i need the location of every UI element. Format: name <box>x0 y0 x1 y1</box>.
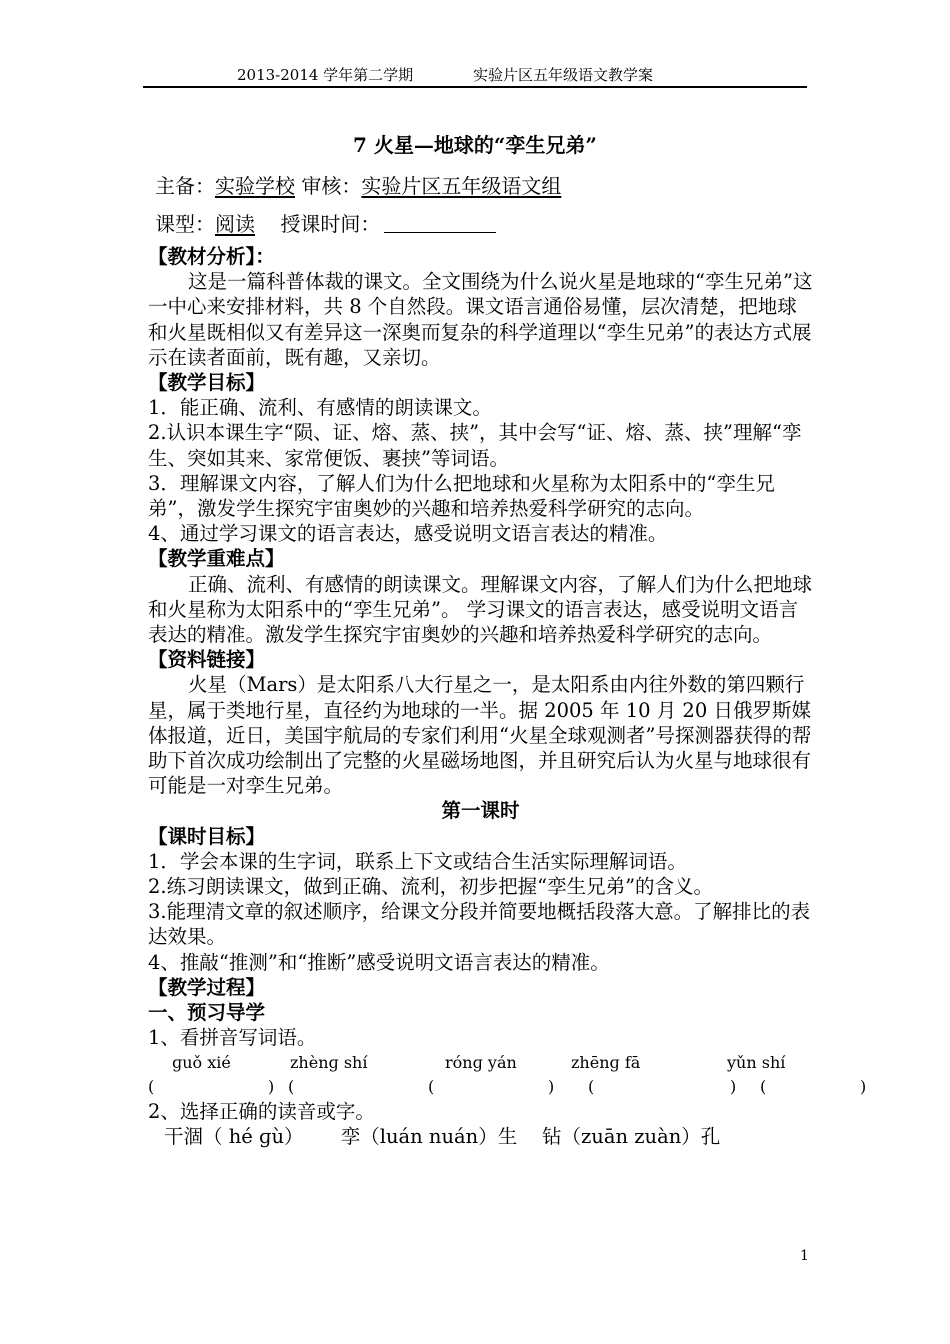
page-number: 1 <box>800 1248 809 1264</box>
pinyin-item: zhēnɡ fā <box>571 1052 641 1072</box>
pinyin-item: rónɡ yán <box>445 1052 517 1072</box>
resources-heading: 【资料链接】 <box>148 648 266 672</box>
lesson-goal-item: 1．学会本课的生字词，联系上下文或结合生活实际理解词语。 <box>148 849 687 873</box>
key-points-heading: 【教学重难点】 <box>148 547 285 571</box>
process-heading: 【教学过程】 <box>148 975 266 999</box>
key-points-text: 正确、流利、有感情的朗读课文。理解课文内容，了解人们为什么把地球和火星称为太阳系中的“孪生兄弟”。 学习课文的语言表达，感受说明文语言表达的精准。激发学生探究宇宙奥妙的兴趣和培养热爱科学研究的志向。 <box>148 572 813 647</box>
document-body <box>148 244 867 1149</box>
answer-blanks-row[interactable]: ( ) ( ( ) ( ) ( ) <box>148 1076 867 1096</box>
preview-heading: 一、预习导学 <box>148 1001 266 1025</box>
lesson-goal-item: 2.练习朗读课文，做到正确、流利，初步把握“孪生兄弟”的含义。 <box>148 875 714 899</box>
analysis-text: 这是一篇科普体裁的课文。全文围绕为什么说火星是地球的“孪生兄弟”这一中心来安排材料，共 8 个自然段。课文语言通俗易懂，层次清楚，把地球和火星既相似又有差异这一深奥而复杂的科学道理以“孪生兄弟”的表达方式展示在读者面前，既有趣，又亲切。 <box>148 270 813 369</box>
analysis-heading: 【教材分析】： <box>148 245 275 268</box>
choice-item[interactable]: 孪（luán nuán）生 <box>340 1124 518 1148</box>
lesson1-heading: 第一课时 <box>441 799 520 823</box>
pinyin-item: yǔn shí <box>727 1052 786 1072</box>
goal-item: 3．理解课文内容，了解人们为什么把地球和火星称为太阳系中的“孪生兄弟”，激发学生探究宇宙奥妙的兴趣和培养热爱科学研究的志向。 <box>148 471 775 521</box>
choice-item[interactable]: 干涸（ hé ɡù） <box>164 1124 304 1148</box>
type-label: 课型： <box>155 212 215 236</box>
header-term: 2013-2014 学年第二学期 <box>237 66 414 84</box>
goal-item: 2.认识本课生字“陨、证、熔、蒸、挟”，其中会写“证、熔、蒸、挟”理解“孪生、突如其来、家常便饭、裹挟”等词语。 <box>148 421 802 470</box>
lesson-goal-item: 4、推敲“推测”和“推断”感受说明文语言表达的精准。 <box>148 950 610 974</box>
pinyin-item: ɡuǒ xié <box>172 1052 231 1072</box>
lesson-goals-heading: 【课时目标】 <box>148 824 266 848</box>
reviewer-label: 审核： <box>301 174 362 198</box>
time-label: 授课时间： <box>280 212 381 236</box>
goal-item: 1．能正确、流利、有感情的朗读课文。 <box>148 396 492 420</box>
choice-item[interactable]: 钻（zuān zuàn）孔 <box>542 1124 721 1148</box>
resources-text: 火星（Mars）是太阳系八大行星之一，是太阳系由内往外数的第四颗行星，属于类地行星，直径约为地球的一半。据 2005 年 10 月 20 日俄罗斯媒体报道，近日，美国宇航局的专家们利用“火星全球观测者”号探测器获得的帮助下首次成功绘制出了完整的火星磁场地图，并且研究后认为火星与地球很有可能是一对孪生兄弟。 <box>148 673 812 798</box>
page-header <box>143 64 807 88</box>
header-course: 实验片区五年级语文教学案 <box>473 66 654 84</box>
task2-instruction: 2、选择正确的读音或字。 <box>148 1099 375 1123</box>
pinyin-row <box>148 1051 813 1075</box>
goals-heading: 【教学目标】 <box>148 371 266 395</box>
authorship-line <box>155 171 561 201</box>
time-blank <box>384 210 496 233</box>
pronunciation-choices <box>148 1124 813 1149</box>
task1-instruction: 1、看拼音写词语。 <box>148 1026 317 1050</box>
pinyin-item: zhènɡ shí <box>290 1052 368 1072</box>
type-value: 阅读 <box>215 212 255 236</box>
goal-item: 4、通过学习课文的语言表达，感受说明文语言表达的精准。 <box>148 522 668 546</box>
lesson-goal-item: 3.能理清文章的叙述顺序，给课文分段并简要地概括段落大意。了解排比的表达效果。 <box>148 900 811 949</box>
preparer-label: 主备： <box>155 174 215 198</box>
reviewer-value: 实验片区五年级语文组 <box>361 174 562 198</box>
lesson-title: 7 火星—地球的“孪生兄弟” <box>353 133 597 157</box>
preparer-value: 实验学校 <box>215 174 295 198</box>
lesson-type-line <box>155 209 496 239</box>
